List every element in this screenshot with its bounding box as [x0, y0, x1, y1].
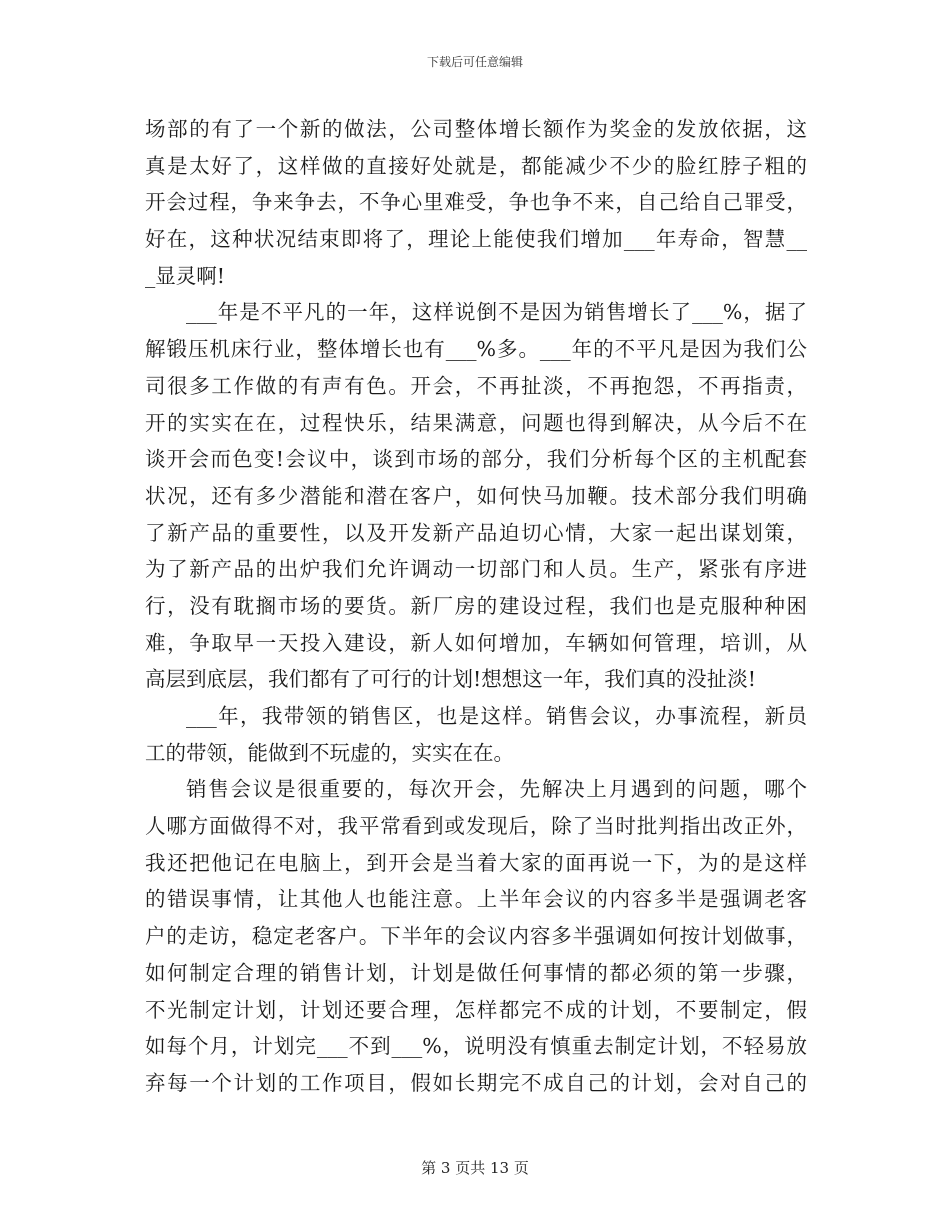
text-line: 解锻压机床行业，整体增长也有___%多。___年的不平凡是因为我们公 [145, 337, 807, 362]
document-body [145, 111, 807, 1102]
text-line: 好在，这种状况结束即将了，理论上能使我们增加___年寿命，智慧__ [145, 227, 807, 252]
text-line: 行，没有耽搁市场的要货。新厂房的建设过程，我们也是克服种种困 [145, 593, 807, 618]
text-line: 工的带领，能做到不玩虚的，实实在在。 [145, 740, 514, 765]
text-line: 人哪方面做得不对，我平常看到或发现后，除了当时批判指出改正外， [145, 814, 807, 839]
text-line: ___年是不平凡的一年，这样说倒不是因为销售增长了___%，据了 [186, 300, 807, 325]
text-line: 难，争取早一天投入建设，新人如何增加，车辆如何管理，培训，从 [145, 630, 807, 655]
text-line: 弃每一个计划的工作项目，假如长期完不成自己的计划，会对自己的 [145, 1070, 807, 1095]
text-line: 销售会议是很重要的，每次开会，先解决上月遇到的问题，哪个 [186, 777, 807, 802]
text-line: _显灵啊! [145, 263, 225, 288]
page-header-note: 下载后可任意编辑 [426, 55, 523, 69]
text-line: 不光制定计划，计划还要合理，怎样都完不成的计划，不要制定，假 [145, 997, 807, 1022]
text-line: 高层到底层，我们都有了可行的计划!想想这一年，我们真的没扯淡! [145, 667, 756, 692]
text-line: 司很多工作做的有声有色。开会，不再扯淡，不再抱怨，不再指责， [145, 373, 807, 398]
text-line: 场部的有了一个新的做法，公司整体增长额作为奖金的发放依据，这 [145, 117, 807, 141]
text-line: ___年，我带领的销售区，也是这样。销售会议，办事流程，新员 [186, 704, 807, 728]
text-line: 的错误事情，让其他人也能注意。上半年会议的内容多半是强调老客 [145, 887, 807, 912]
page-number: 第 3 页共 13 页 [421, 1159, 529, 1177]
text-line: 如每个月，计划完___不到___%，说明没有慎重去制定计划，不轻易放 [145, 1034, 807, 1059]
text-line: 状况，还有多少潜能和潜在客户，如何快马加鞭。技术部分我们明确 [145, 483, 807, 508]
text-line: 如何制定合理的销售计划，计划是做任何事情的都必须的第一步骤， [145, 960, 807, 985]
text-line: 为了新产品的出炉我们允许调动一切部门和人员。生产，紧张有序进 [145, 557, 807, 582]
text-line: 开的实实在在，过程快乐，结果满意，问题也得到解决，从今后不在 [145, 410, 807, 435]
text-line: 了新产品的重要性，以及开发新产品迫切心情，大家一起出谋划策， [145, 520, 807, 545]
text-line: 谈开会而色变!会议中，谈到市场的部分，我们分析每个区的主机配套 [145, 447, 807, 472]
text-line: 开会过程，争来争去，不争心里难受，争也争不来，自己给自己罪受， [145, 190, 807, 215]
text-line: 我还把他记在电脑上，到开会是当着大家的面再说一下，为的是这样 [145, 850, 807, 875]
text-line: 真是太好了，这样做的直接好处就是，都能减少不少的脸红脖子粗的 [145, 153, 807, 178]
text-line: 户的走访，稳定老客户。下半年的会议内容多半强调如何按计划做事， [145, 924, 807, 949]
